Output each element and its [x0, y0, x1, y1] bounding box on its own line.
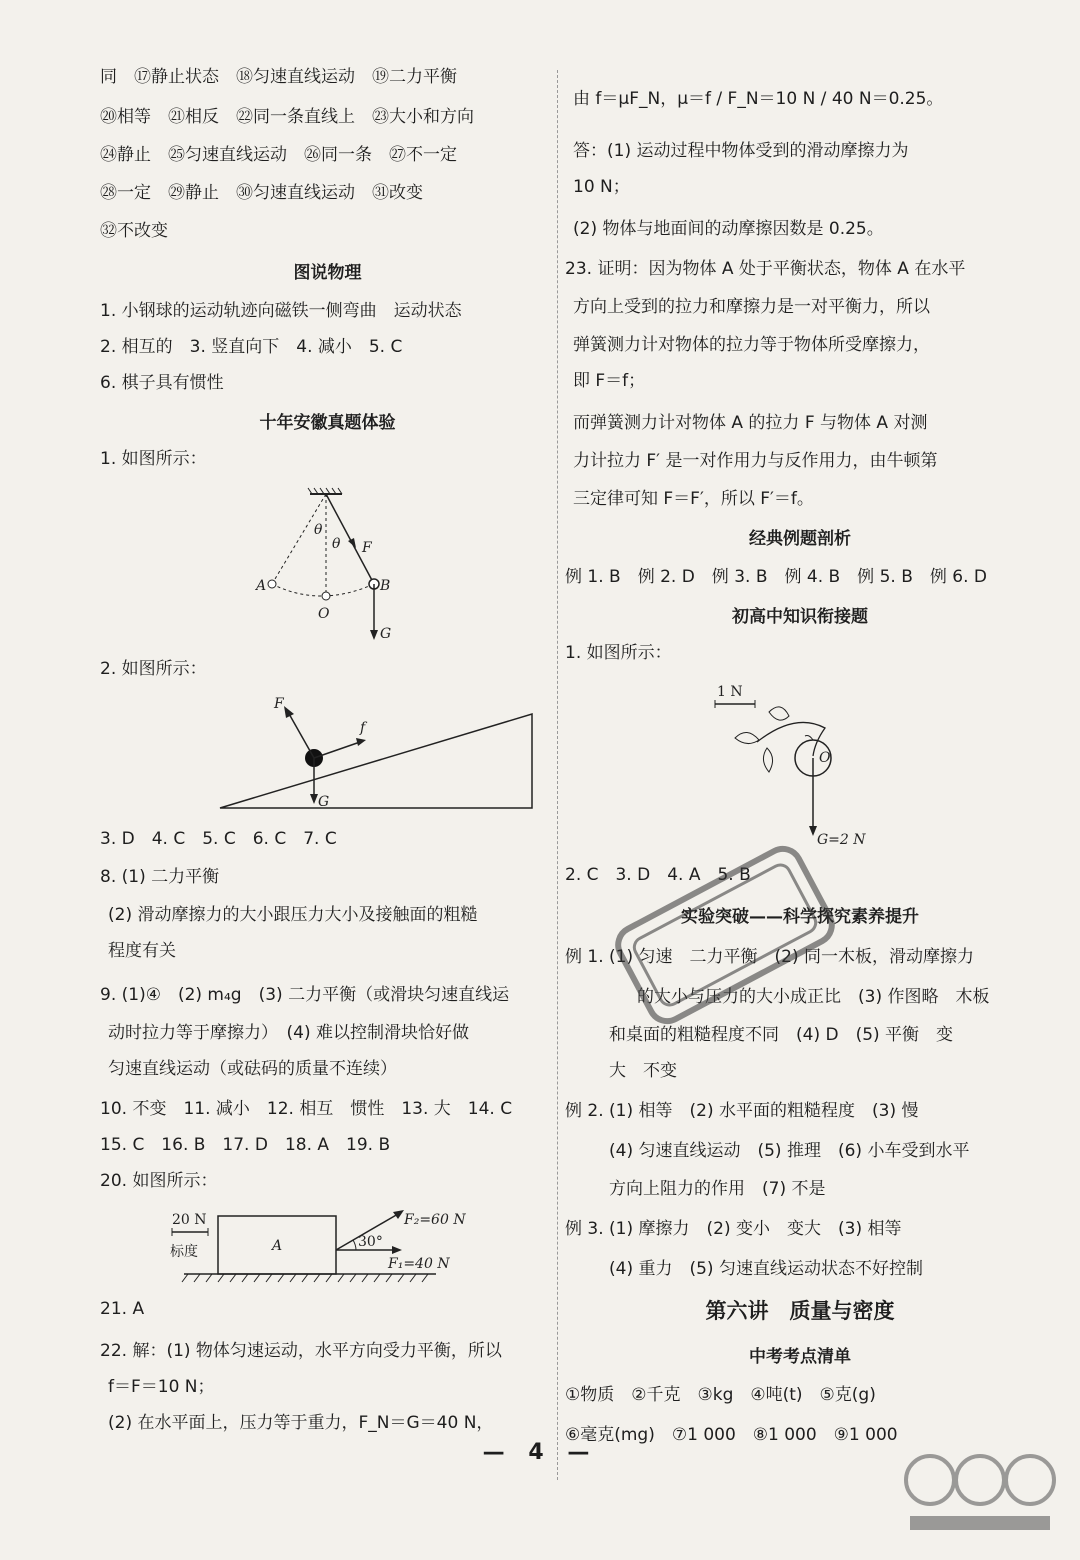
incline-diagram	[210, 694, 540, 814]
answer-line: 10. 不变 11. 减小 12. 相互 惯性 13. 大 14. C	[100, 1099, 513, 1119]
answer-line: 而弹簧测力计对物体 A 的拉力 F 与物体 A 对测	[573, 413, 928, 433]
gravity-label: G=2 N	[817, 832, 866, 848]
answer-line: f＝F＝10 N；	[108, 1377, 215, 1397]
section-heading: 图说物理	[293, 263, 362, 283]
answer-line: 和桌面的粗糙程度不同 (4) D (5) 平衡 变	[609, 1025, 954, 1045]
answer-line: ⑥毫克(mg) ⑦1 000 ⑧1 000 ⑨1 000	[565, 1425, 898, 1445]
answer-line: 2. C 3. D 4. A 5. B	[565, 865, 751, 885]
answer-line: 程度有关	[108, 941, 176, 961]
answer-line: 6. 棋子具有惯性	[100, 373, 224, 393]
force-f-label: F	[274, 696, 284, 712]
answer-line: 方向上阻力的作用 (7) 不是	[609, 1179, 826, 1199]
block-force-diagram	[166, 1206, 496, 1292]
answer-line: 动时拉力等于摩擦力） (4) 难以控制滑块恰好做	[108, 1023, 469, 1043]
answer-line: 即 F＝f；	[573, 371, 646, 391]
force-f1-label: F₁=40 N	[388, 1256, 450, 1272]
question-line: 2. 如图所示：	[100, 659, 207, 679]
answer-line: (2) 物体与地面间的动摩擦因数是 0.25。	[573, 219, 884, 239]
answer-line: 3. D 4. C 5. C 6. C 7. C	[100, 829, 337, 849]
answer-line: ㉘一定 ㉙静止 ㉚匀速直线运动 ㉛改变	[100, 183, 423, 203]
section-heading: 实验突破——科学探究素养提升	[681, 907, 919, 927]
point-a-label: A	[256, 578, 267, 594]
scale-label: 1 N	[717, 684, 743, 700]
answer-line: 15. C 16. B 17. D 18. A 19. B	[100, 1135, 391, 1155]
section-heading: 经典例题剖析	[749, 529, 851, 549]
answer-line: ㉔静止 ㉕匀速直线运动 ㉖同一条 ㉗不一定	[100, 145, 457, 165]
theta-label: θ	[332, 536, 341, 552]
force-f-label: F	[362, 540, 372, 556]
point-o-label: O	[819, 750, 831, 766]
answer-line: 弹簧测力计对物体的拉力等于物体所受摩擦力，	[573, 335, 930, 355]
answer-line: 例 2. (1) 相等 (2) 水平面的粗糙程度 (3) 慢	[565, 1101, 919, 1121]
answer-line: (4) 重力 (5) 匀速直线运动状态不好控制	[609, 1259, 923, 1279]
answer-line: 23. 证明：因为物体 A 处于平衡状态，物体 A 在水平	[565, 259, 966, 279]
page-number: — 4 —	[482, 1440, 598, 1465]
pendulum-diagram	[230, 486, 400, 646]
question-line: 1. 如图所示：	[100, 449, 207, 469]
answer-line: 答：(1) 运动过程中物体受到的滑动摩擦力为	[573, 141, 909, 161]
friction-label: f	[360, 720, 366, 736]
answer-line: ⑳相等 ㉑相反 ㉒同一条直线上 ㉓大小和方向	[100, 107, 474, 127]
question-line: 1. 如图所示：	[565, 643, 672, 663]
answer-line: 9. (1)④ (2) m₄g (3) 二力平衡（或滑块匀速直线运	[100, 985, 510, 1005]
answer-line: (2) 在水平面上，压力等于重力，F_N＝G＝40 N，	[108, 1413, 494, 1433]
answer-line: 10 N；	[573, 177, 630, 197]
column-divider	[557, 70, 558, 1480]
answer-line: 力计拉力 F′ 是一对作用力与反作用力，由牛顿第	[573, 451, 938, 471]
answer-line: 22. 解：(1) 物体匀速运动，水平方向受力平衡，所以	[100, 1341, 502, 1361]
force-f2-label: F₂=60 N	[404, 1212, 466, 1228]
answer-line: ①物质 ②千克 ③kg ④吨(t) ⑤克(g)	[565, 1385, 876, 1405]
section-heading: 十年安徽真题体验	[259, 413, 396, 433]
gravity-label: G	[380, 626, 392, 642]
theta-label: θ	[314, 522, 323, 538]
chapter-title: 第六讲 质量与密度	[705, 1299, 895, 1323]
point-b-label: B	[380, 578, 391, 594]
answer-line: ㉜不改变	[100, 221, 168, 241]
apple-gravity-diagram	[705, 682, 915, 852]
block-label: A	[272, 1238, 283, 1254]
answer-line: 8. (1) 二力平衡	[100, 867, 220, 887]
scale-value: 20 N	[172, 1212, 207, 1228]
answer-line: 同 ⑰静止状态 ⑱匀速直线运动 ⑲二力平衡	[100, 67, 457, 87]
answer-line: (4) 匀速直线运动 (5) 推理 (6) 小车受到水平	[609, 1141, 970, 1161]
section-heading: 初高中知识衔接题	[732, 607, 868, 627]
answer-line: 2. 相互的 3. 竖直向下 4. 减小 5. C	[100, 337, 403, 357]
answer-line: 匀速直线运动（或砝码的质量不连续）	[108, 1059, 397, 1079]
answer-line: 例 1. (1) 匀速 二力平衡 (2) 同一木板，滑动摩擦力	[565, 947, 974, 967]
section-heading: 中考考点清单	[749, 1347, 851, 1367]
answer-line: 例 3. (1) 摩擦力 (2) 变小 变大 (3) 相等	[565, 1219, 902, 1239]
gravity-label: G	[318, 794, 330, 810]
answer-line: 1. 小钢球的运动轨迹向磁铁一侧弯曲 运动状态	[100, 301, 462, 321]
scale-word: 标度	[170, 1244, 198, 1260]
page-number-value: 4	[528, 1440, 552, 1465]
answer-line: 三定律可知 F＝F′，所以 F′＝f。	[573, 489, 814, 509]
angle-label: 30°	[358, 1234, 383, 1250]
answer-line: (2) 滑动摩擦力的大小跟压力大小及接触面的粗糙	[108, 905, 478, 925]
answer-line: 例 1. B 例 2. D 例 3. B 例 4. B 例 5. B 例 6. D	[565, 567, 987, 587]
answer-line: 由 f＝μF_N，μ＝f / F_N＝10 N / 40 N＝0.25。	[573, 89, 944, 109]
answer-line: 的大小与压力的大小成正比 (3) 作图略 木板	[637, 987, 990, 1007]
answer-line: 21. A	[100, 1299, 145, 1319]
point-o-label: O	[318, 606, 330, 622]
answer-line: 方向上受到的拉力和摩擦力是一对平衡力，所以	[573, 297, 930, 317]
answer-line: 大 不变	[609, 1061, 677, 1081]
question-line: 20. 如图所示：	[100, 1171, 218, 1191]
